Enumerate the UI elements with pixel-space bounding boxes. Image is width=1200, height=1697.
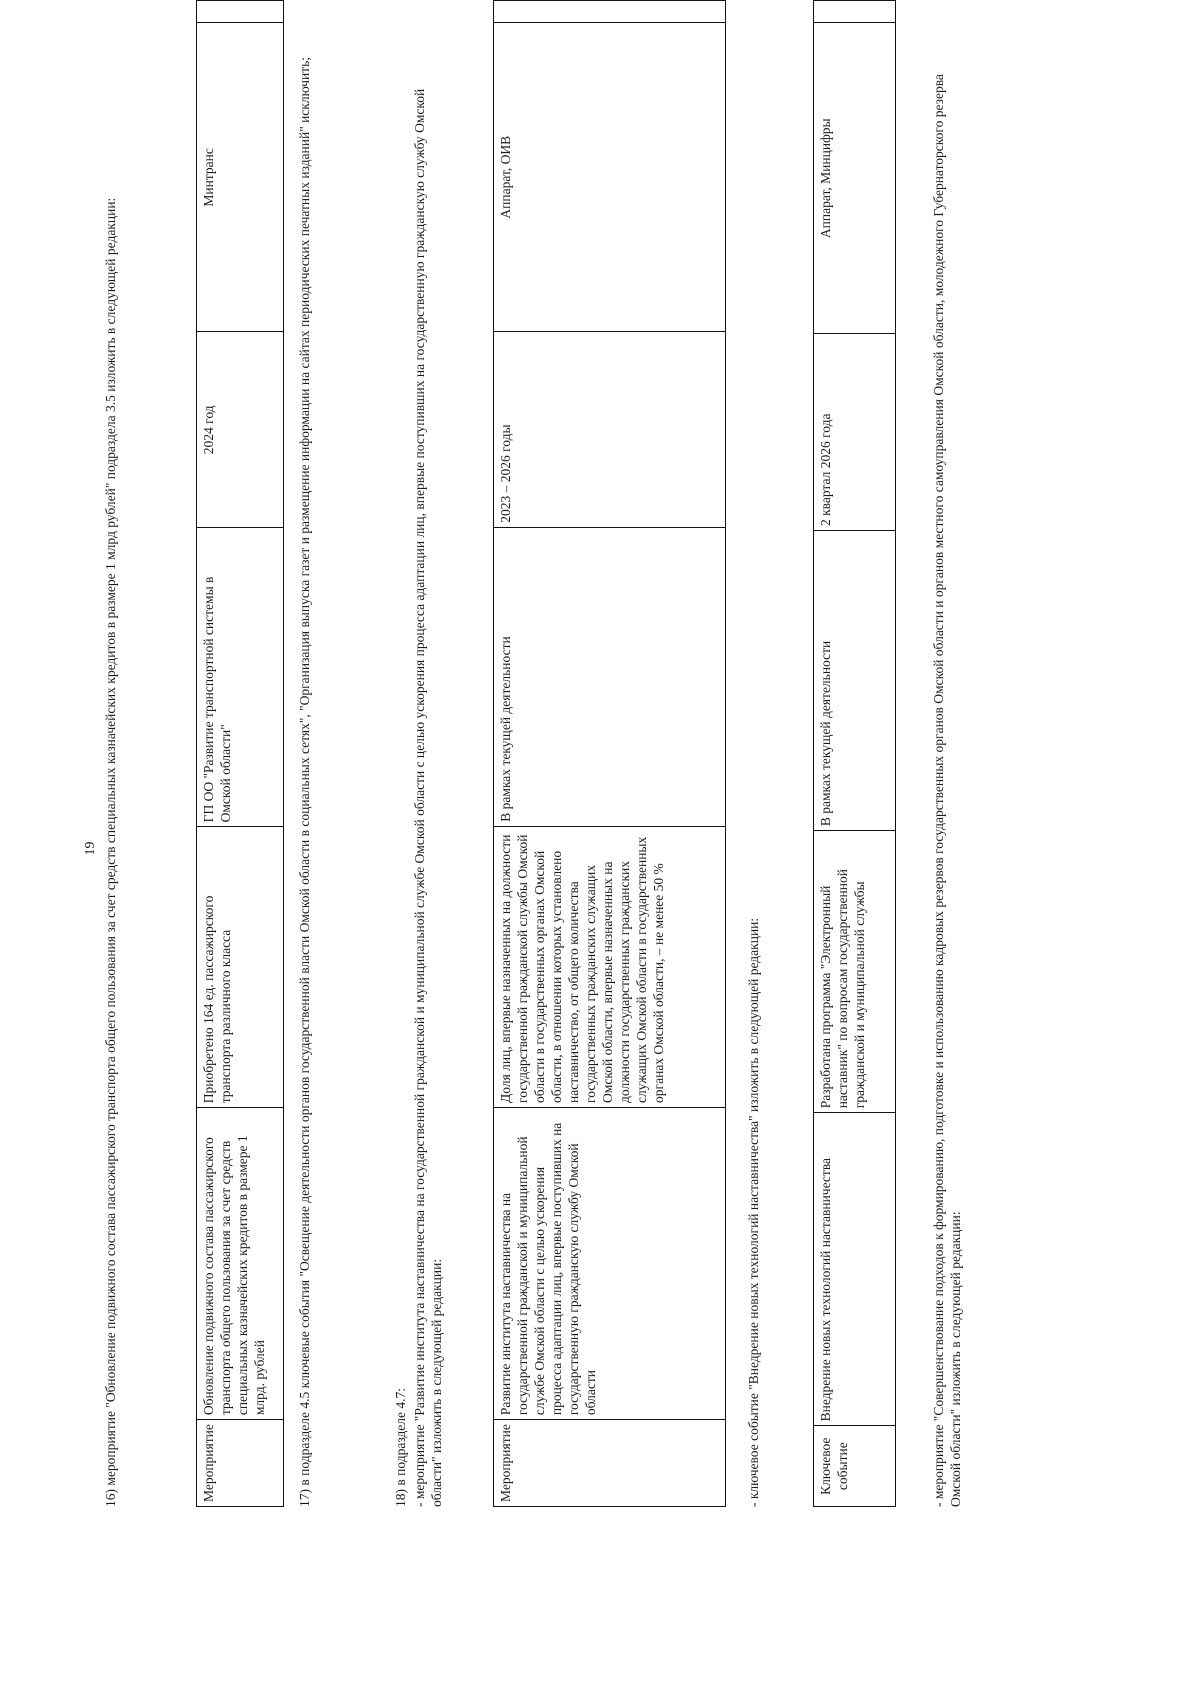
row-responsible-cell: Минтранс	[197, 23, 284, 332]
row-type-cell: Мероприятие	[494, 1420, 726, 1507]
empty-cell	[494, 1, 726, 23]
table-row	[494, 1, 726, 1507]
table-row	[814, 1, 896, 1507]
row-name-cell: Внедрение новых технологий наставничества	[814, 1113, 896, 1426]
item-16-intro: 16) мероприятие "Обновление подвижного состава пассажирского транспорта общего пользования за счет средств специальных казначейских кредитов в размере 1 млрд рублей" подраздела 3.5 изложить в следующей редакции:	[103, 197, 118, 1507]
row-result-cell: Разработана программа "Электронный наставник" по вопросам государственной гражданской и муниципальной службы	[814, 831, 896, 1113]
table-key-event	[813, 0, 896, 1507]
table-row	[197, 1, 284, 1507]
row-name-cell: Развитие института наставничества на государственной гражданской и муниципальной службе Омской области с целью ускорения процесса адаптации лиц, впервые поступивших на государственную гражданскую службу Омской области	[494, 1107, 726, 1419]
row-type-cell: Мероприятие	[197, 1420, 284, 1507]
row-program-cell: В рамках текущей деятельности	[494, 527, 726, 826]
row-deadline-cell: 2023 – 2026 годы	[494, 332, 726, 528]
empty-cell	[197, 1, 284, 23]
row-responsible-cell: Аппарат, ОИВ	[494, 23, 726, 332]
row-deadline-cell: 2024 год	[197, 332, 284, 528]
row-type-cell: Ключевое событие	[814, 1426, 896, 1507]
page-number: 19	[83, 841, 98, 856]
last-measure-intro: - мероприятие "Совершенствование подходов к формированию, подготовке и использованию кадровых резервов государственных органов Омской области и органов местного самоуправления Омской области, молодежного Губернаторского резерва Омской области" изложить в следующей редакции:	[931, 74, 963, 1507]
row-responsible-cell: Аппарат, Минцифры	[814, 23, 896, 334]
table-item-16	[196, 0, 284, 1507]
item-18-heading: 18) в подразделе 4.7:	[393, 1388, 408, 1507]
item-18-intro: - мероприятие "Развитие института наставничества на государственной гражданской и муниципальной службе Омской области с целью ускорения процесса адаптации лиц, впервые поступивших на государственную гражданскую службу Омской области" изложить в следующей редакции:	[412, 88, 444, 1507]
row-program-cell: ГП ОО "Развитие транспортной системы в Омской области"	[197, 528, 284, 827]
row-result-cell: Приобретено 164 ед. пассажирского транспорта различного класса	[197, 827, 284, 1108]
empty-cell	[814, 1, 896, 23]
key-event-intro: - ключевое событие "Внедрение новых технологий наставничества" изложить в следующей редакции:	[746, 917, 761, 1507]
item-17-text: 17) в подразделе 4.5 ключевые события "Освещение деятельности органов государственной власти Омской области в социальных сетях", "Организация выпуска газет и размещение информации на сайтах периодических печатных изданий" исключить;	[297, 57, 312, 1507]
row-result-cell: Доля лиц, впервые назначенных на должности государственной гражданской службы Омской области в государственных органах Омской области, в отношении которых установлено наставничество, от общего количества государственных гражданских служащих Омской области, впервые назначенных на должности государственных гражданских служащих Омской области в государственных органах Омской области, – не менее 50 %	[494, 826, 726, 1107]
row-program-cell: В рамках текущей деятельности	[814, 531, 896, 831]
row-name-cell: Обновление подвижного состава пассажирского транспорта общего пользования за счет средств специальных казначейских кредитов в размере 1 млрд. рублей	[197, 1108, 284, 1420]
row-deadline-cell: 2 квартал 2026 года	[814, 333, 896, 530]
table-item-18	[493, 0, 726, 1507]
